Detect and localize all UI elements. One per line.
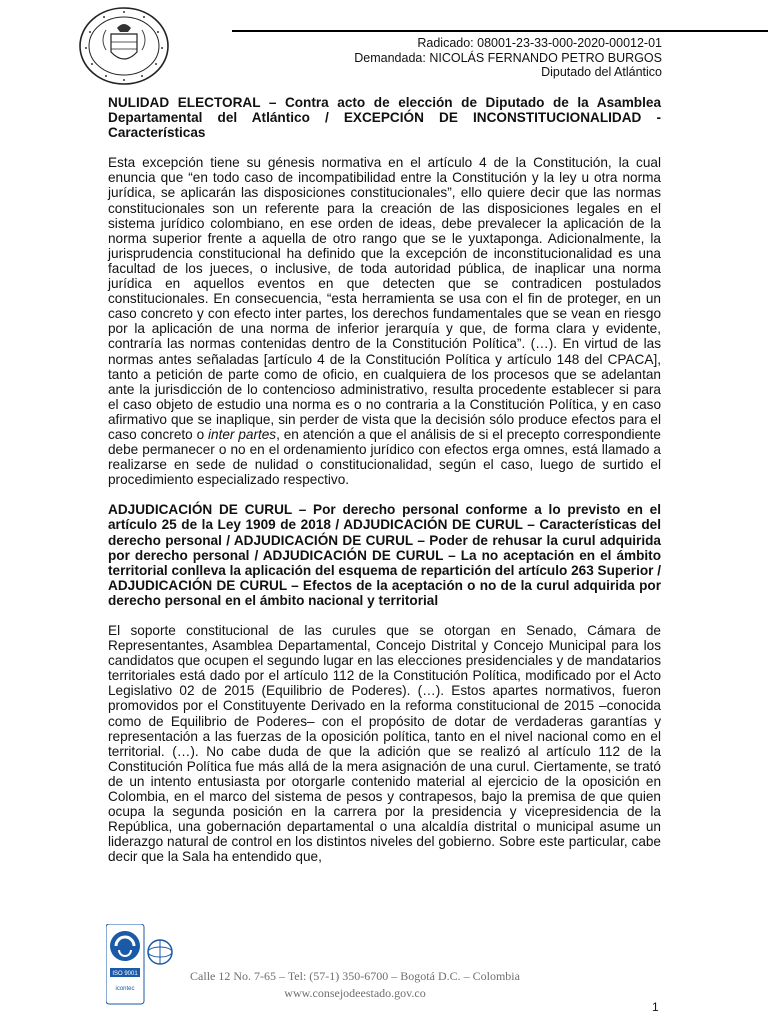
svg-text:ISO 9001: ISO 9001 [112,971,138,977]
inter-partes-term: inter partes [208,426,277,442]
footer-address-line: Calle 12 No. 7-65 – Tel: (57-1) 350-6700 – Bogotá D.C. – Colombia [190,969,520,983]
paragraph-soporte-constitucional: El soporte constitucional de las curules que se otorgan en Senado, Cámara de Representantes, Asamblea Departamental, Concejo Distrital y Concejo Municipal para los candidatos que ocupen el segundo lugar en las elecciones presidenciales y de mandatarios territoriales está dado por el artículo 112 de la Constitución Política, modificado por el Acto Legislativo 02 de 2015 (Equilibrio de Poderes). (…). Estos apartes normativos, fueron promovidos por el Constituyente Derivado en la reforma constitucional de 2015 –conocida como de Equilibrio de Poderes– con el propósito de dotar de verdaderas garantías y representación a las fuerzas de la oposición política, tanto en el nivel nacional como en el territorial. (…). No cabe duda de que la adición que se realizó al artículo 112 de la Constitución Política fue más allá de la mera asignación de una curul. Ciertamente, se trató de un intento entusiasta por otorgarle contenido material al ejercicio de la oposición en Colombia, en el marco del sistema de pesos y contrapesos, bajo la premisa de que quien ocupa la segunda posición en la carrera por la presidencia y vicepresidencia de la República, una gobernación departamental o una alcaldía distrital o municipal asume un liderazgo natural de control en los distintos niveles del gobierno. Sobre este particular, cabe decir que la Sala ha entendido que, [108,623,661,865]
certification-logos [106,924,176,1006]
consejo-de-estado-seal-icon [78,6,170,86]
defendant-name: Demandada: NICOLÁS FERNANDO PETRO BURGOS [354,50,662,65]
iso-9001-icon [106,924,144,1004]
paragraph-excepcion-text-b: , en atención a que el análisis de si el precepto correspondiente debe permanecer o no en el ordenamiento jurídico con efectos erga omnes, está llamado a realizarse en sede de nulidad o constitucionalidad, según el caso, luego de surtido el procedimiento especializado respectivo. [108,426,661,488]
header-divider [232,30,768,32]
paragraph-excepcion [108,155,661,487]
section-heading-curul: ADJUDICACIÓN DE CURUL – Por derecho personal conforme a lo previsto en el artículo 25 de la Ley 1909 de 2018 / ADJUDICACIÓN DE CURUL – Características del derecho personal / ADJUDICACIÓN DE CURUL – Poder de rehusar la curul adquirida por derecho personal / ADJUDICACIÓN DE CURUL – La no aceptación en el ámbito territorial conlleva la aplicación del esquema de repartición del artículo 263 Superior / ADJUDICACIÓN DE CURUL – Efectos de la aceptación o no de la curul adquirida por derecho personal en el ámbito nacional y territorial [108,502,662,608]
paragraph-excepcion-text-a: Esta excepción tiene su génesis normativa en el artículo 4 de la Constitución, la cual enuncia que “en todo caso de incompatibilidad entre la Constitución y la ley u otra norma jurídica, se aplicarán las disposiciones constitucionales”, ello quiere decir que las normas constitucionales son un referente para la creación de las disposiciones legales en el sistema jurídico colombiano, en ese orden de ideas, debe prevalecer la aplicación de la norma superior frente a aquella de otro rango que se le yuxtaponga. Adicionalmente, la jurisprudencia constitucional ha definido que la excepción de inconstitucionalidad es una facultad de los jueces, o inclusive, de toda autoridad pública, de inaplicar una norma jurídica en aquellos eventos en que detecten que se contradicen postulados constitucionales. En consecuencia, “esta herramienta se usa con el fin de proteger, en un caso concreto y con efecto inter partes, los derechos fundamentales que se vean en riesgo por la aplicación de una norma de inferior jerarquía y que, de forma clara y evidente, contraría las normas contenidas dentro de la Constitución Política”. (…). En virtud de las normas antes señaladas [artículo 4 de la Constitución Política y artículo 148 del CPACA], tanto a petición de parte como de oficio, en cualquiera de los procesos que se adelantan ante la jurisdicción de lo contencioso administrativo, resulta procedente establecer si para el caso objeto de estudio una norma es o no contraria a la Constitución Política, y en caso afirmativo que se inaplique, sin perder de vista que la decisión sólo produce efectos para el caso concreto o [108,155,661,442]
defendant-position: Diputado del Atlántico [541,65,662,79]
radicado-number: Radicado: 08001-23-33-000-2020-00012-01 [417,36,662,50]
footer-contact [176,968,534,1002]
section-heading-nulidad: NULIDAD ELECTORAL – Contra acto de elección de Diputado de la Asamblea Departamental del Atlántico / EXCEPCIÓN DE INCONSTITUCIONALIDAD - Características [108,95,661,141]
case-header [354,36,662,80]
page-number: 1 [652,1000,659,1014]
svg-text:icontec: icontec [115,986,135,992]
footer-website-link[interactable]: www.consejodeestado.gov.co [284,986,426,1000]
document-body [108,95,661,865]
iqnet-icon [148,940,172,964]
